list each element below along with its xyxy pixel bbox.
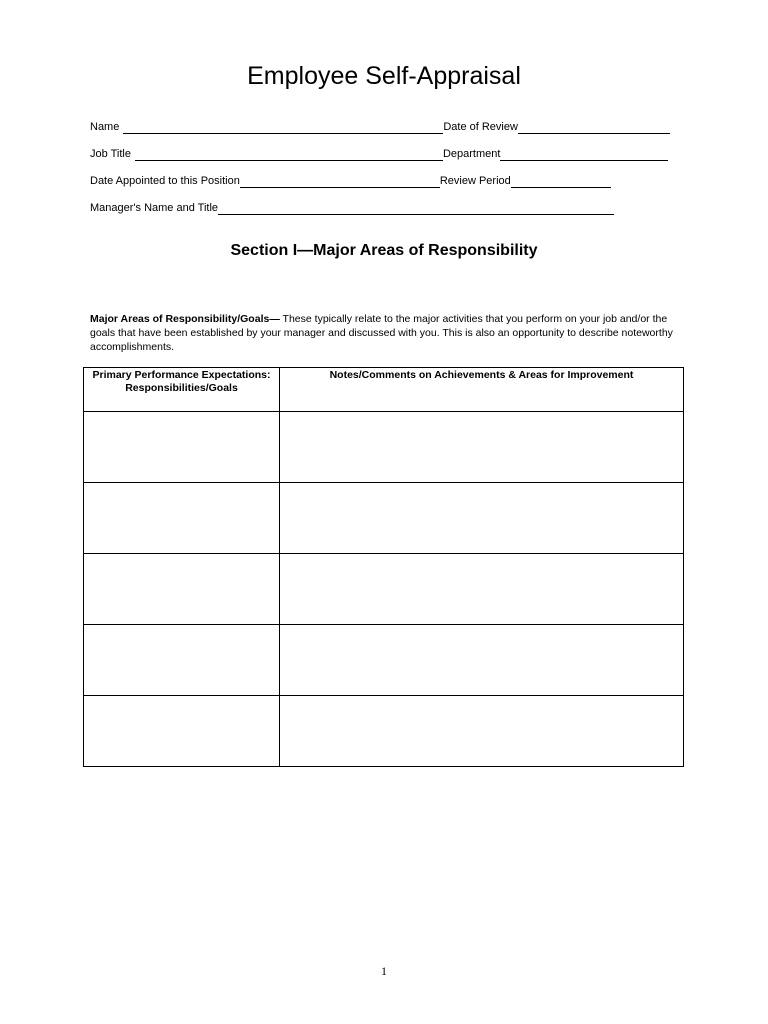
- notes-cell[interactable]: [280, 554, 684, 625]
- manager-row: [90, 201, 614, 215]
- notes-cell[interactable]: [280, 483, 684, 554]
- date-of-review-label: Date of Review: [443, 121, 518, 133]
- name-row: [90, 120, 670, 134]
- expectation-cell[interactable]: [84, 483, 280, 554]
- job-title-label: Job Title: [90, 148, 131, 160]
- page-number: 1: [381, 964, 387, 978]
- name-field[interactable]: [123, 122, 443, 134]
- table-row: [84, 625, 684, 696]
- document-title: Employee Self-Appraisal: [247, 62, 521, 90]
- table-row: [84, 554, 684, 625]
- section-heading: Section I—Major Areas of Responsibility: [230, 242, 538, 259]
- review-period-field[interactable]: [511, 176, 611, 188]
- responsibilities-table: [83, 367, 684, 767]
- name-label: Name: [90, 121, 120, 133]
- manager-field[interactable]: [218, 203, 614, 215]
- header-notes-text: Notes/Comments on Achievements & Areas for Improvement: [329, 369, 634, 381]
- expectation-cell[interactable]: [84, 696, 280, 767]
- notes-cell[interactable]: [280, 696, 684, 767]
- table-row: [84, 483, 684, 554]
- notes-cell[interactable]: [280, 412, 684, 483]
- review-period-label: Review Period: [439, 175, 511, 187]
- header-expectations: [84, 368, 280, 412]
- date-appointed-field[interactable]: [240, 176, 440, 188]
- expectation-cell[interactable]: [84, 625, 280, 696]
- job-title-row: [90, 147, 668, 161]
- date-appointed-label: Date Appointed to this Position: [90, 175, 240, 187]
- table-header-row: [84, 368, 684, 412]
- expectation-cell[interactable]: [84, 554, 280, 625]
- notes-cell[interactable]: [280, 625, 684, 696]
- header-notes: [280, 368, 684, 412]
- intro-text: These typically relate to the major activities that you perform on your job and/or the goals that have been established by your manager and discussed with you. This is also an opportunity to describe noteworthy accomplishments.: [90, 313, 673, 353]
- section-intro: [90, 312, 690, 354]
- header-expectations-text: Primary Performance Expectations: Responsibilities/Goals: [92, 369, 271, 394]
- table-row: [84, 412, 684, 483]
- table-row: [84, 696, 684, 767]
- department-field[interactable]: [500, 149, 668, 161]
- department-label: Department: [442, 148, 501, 160]
- expectation-cell[interactable]: [84, 412, 280, 483]
- intro-bold: Major Areas of Responsibility/Goals—: [90, 313, 280, 325]
- date-appointed-row: [90, 174, 611, 188]
- date-of-review-field[interactable]: [518, 122, 670, 134]
- manager-label: Manager's Name and Title: [90, 202, 219, 214]
- job-title-field[interactable]: [135, 149, 443, 161]
